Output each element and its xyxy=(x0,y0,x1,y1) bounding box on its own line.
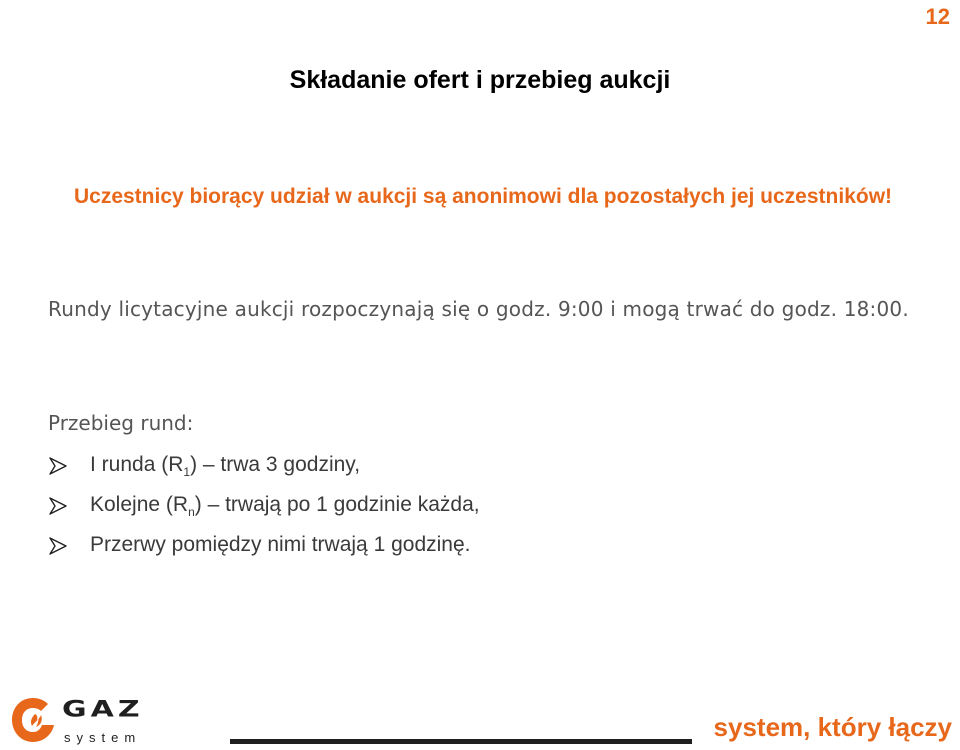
logo-subtitle: system xyxy=(64,730,142,745)
list-item xyxy=(48,446,480,486)
flame-logo-icon xyxy=(8,694,58,746)
arrow-bullet-icon xyxy=(48,457,68,475)
slide-title: Składanie ofert i przebieg aukcji xyxy=(289,66,671,94)
list-item xyxy=(48,486,480,526)
company-slogan: system, który łączy xyxy=(713,712,952,742)
rounds-list xyxy=(48,446,480,566)
list-item-text: Kolejne $(R_n)$ – trwają po 1 godzinie każda, xyxy=(90,492,480,520)
list-item xyxy=(48,526,480,566)
list-item-text: Przerwy pomiędzy nimi trwają 1 godzinę. xyxy=(90,532,471,556)
page-number: 12 xyxy=(925,4,950,29)
arrow-bullet-icon xyxy=(48,537,68,555)
gaz-system-logo xyxy=(8,692,218,750)
list-item-text: I runda $(R_1)$ – trwa 3 godziny, xyxy=(90,452,361,480)
footer-divider xyxy=(230,739,692,744)
auction-hours-paragraph: Rundy licytacyjne aukcji rozpoczynają się o godz. 9:00 i mogą trwać do godz. 18:00. xyxy=(48,297,909,321)
logo-wordmark: GAZ xyxy=(62,696,144,723)
anonymity-notice: Uczestnicy biorący udział w aukcji są anonimowi dla pozostałych jej uczestników! xyxy=(73,185,893,208)
arrow-bullet-icon xyxy=(48,497,68,515)
rounds-heading: Przebieg rund: xyxy=(48,411,194,435)
